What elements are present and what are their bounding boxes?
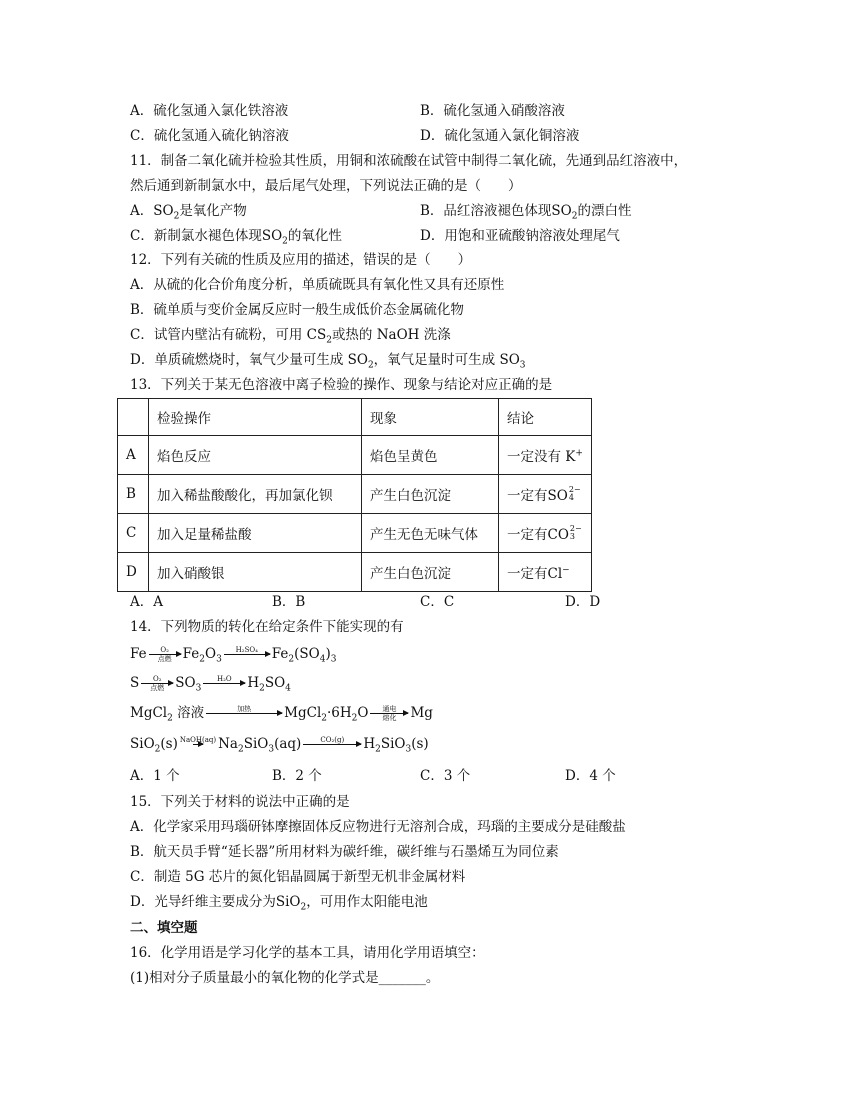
- reaction-arrow: H₂SO₄: [224, 646, 270, 663]
- q14-option-c: C．3 个: [420, 768, 471, 784]
- reaction-arrow: O₂ 点燃: [149, 646, 181, 663]
- row-conclusion: 一定没有 K+: [499, 436, 592, 475]
- q13-stem: 13．下列关于某无色溶液中离子检验的操作、现象与结论对应正确的是: [130, 377, 553, 393]
- q12-option-a: A．从硫的化合价角度分析，单质硫既具有氧化性又具有还原性: [130, 277, 505, 293]
- table-row: [118, 553, 592, 592]
- q12-option-d: D．单质硫燃烧时，氧气少量可生成 $SO_2$，氧气足量时可生成 $SO_3$: [130, 352, 526, 371]
- row-conclusion: 一定有Cl−: [499, 553, 592, 592]
- q13-table: [117, 398, 592, 592]
- row-label: A: [118, 436, 149, 475]
- row-operation: 加入稀盐酸酸化，再加氯化钡: [149, 475, 362, 514]
- table-header-cell: [118, 399, 149, 436]
- reaction-arrow: O₂ 点燃: [141, 675, 173, 692]
- row-label: B: [118, 475, 149, 514]
- row-label: D: [118, 553, 149, 592]
- reaction-arrow: 加热: [206, 705, 282, 722]
- row-operation: 加入硝酸银: [149, 553, 362, 592]
- table-header-cell: 检验操作: [149, 399, 362, 436]
- q13-option-b: B．B: [272, 594, 306, 610]
- row-operation: 加入足量稀盐酸: [149, 514, 362, 553]
- q11-stem-line1: 11．制备二氧化硫并检验其性质，用铜和浓硫酸在试管中制得二氧化硫，先通到品红溶液中，: [130, 153, 688, 169]
- q15-option-b: B．航天员手臂“延长器”所用材料为碳纤维，碳纤维与石墨烯互为同位素: [130, 844, 559, 860]
- q10-option-d: D．硫化氢通入氯化铜溶液: [420, 128, 580, 144]
- row-observation: 产生白色沉淀: [362, 553, 499, 592]
- q12-option-c: C．试管内壁沾有硫粉，可用 $CS_2$或热的 NaOH 洗涤: [130, 327, 451, 346]
- row-conclusion: 一定有SO 2− 4: [499, 475, 592, 514]
- table-row: [118, 436, 592, 475]
- q15-option-a: A．化学家采用玛瑙研钵摩擦固体反应物进行无溶剂合成，玛瑙的主要成分是硅酸盐: [130, 819, 626, 835]
- row-operation: 焰色反应: [149, 436, 362, 475]
- q14-option-d: D．4 个: [565, 768, 616, 784]
- row-label: C: [118, 514, 149, 553]
- table-header-row: [118, 399, 592, 436]
- q14-reaction-4: SiO$_2$(s) NaOH(aq) $Na_2SiO_3(aq)$ CO₂(g) $H_2SiO_3(s)$: [130, 736, 429, 755]
- q14-stem: 14．下列物质的转化在给定条件下能实现的有: [130, 619, 404, 635]
- reaction-arrow: 通电 熔化: [370, 705, 408, 722]
- q14-option-b: B．2 个: [272, 768, 322, 784]
- q14-reaction-1: Fe O₂ 点燃 $Fe_2O_3$ H₂SO₄ $Fe_2(SO_4)_3$: [130, 646, 337, 665]
- reaction-arrow: NaOH(aq): [179, 736, 217, 744]
- q15-stem: 15．下列关于材料的说法中正确的是: [130, 794, 350, 810]
- row-conclusion: 一定有CO 2− 3: [499, 514, 592, 553]
- section-heading: 二、填空题: [130, 920, 198, 936]
- q15-option-d: D．光导纤维主要成分为SiO$_2$，可用作太阳能电池: [130, 894, 428, 913]
- q12-option-b: B．硫单质与变价金属反应时一般生成低价态金属硫化物: [130, 302, 464, 318]
- row-observation: 产生白色沉淀: [362, 475, 499, 514]
- q13-option-a: A．A: [130, 594, 163, 610]
- reaction-arrow: H₂O: [203, 675, 245, 692]
- q16-part-1: (1)相对分子质量最小的氧化物的化学式是_______。: [130, 970, 440, 986]
- q10-option-c: C．硫化氢通入硫化钠溶液: [130, 128, 289, 144]
- q11-option-c: C．新制氯水褪色体现$SO_2$的氧化性: [130, 228, 342, 247]
- q11-option-a: A．$SO_2$是氧化产物: [130, 203, 247, 222]
- q15-option-c: C．制造 5G 芯片的氮化铝晶圆属于新型无机非金属材料: [130, 869, 466, 885]
- table-row: [118, 514, 592, 553]
- q11-option-b: B．品红溶液褪色体现$SO_2$的漂白性: [420, 203, 632, 222]
- q11-option-d: D．用饱和亚硫酸钠溶液处理尾气: [420, 228, 620, 244]
- row-observation: 产生无色无味气体: [362, 514, 499, 553]
- row-observation: 焰色呈黄色: [362, 436, 499, 475]
- q16-stem: 16．化学用语是学习化学的基本工具，请用化学用语填空：: [130, 945, 485, 961]
- table-row: [118, 475, 592, 514]
- q13-option-d: D．D: [565, 594, 601, 610]
- q11-stem-line2: 然后通到新制氯水中，最后尾气处理，下列说法正确的是（ ）: [130, 178, 522, 194]
- reaction-arrow: CO₂(g): [303, 736, 361, 753]
- table-header-cell: 结论: [499, 399, 592, 436]
- q13-option-c: C．C: [420, 594, 455, 610]
- q10-option-a: A．硫化氢通入氯化铁溶液: [130, 103, 289, 119]
- q14-reaction-2: S O₂ 点燃 $SO_3$ H₂O $H_2SO_4$: [130, 675, 291, 694]
- q12-stem: 12．下列有关硫的性质及应用的描述，错误的是（ ）: [130, 252, 472, 268]
- q14-reaction-3: MgCl$_2$ 溶液 加热 $MgCl_2\cdot 6H_2O$ 通电 熔化 Mg: [130, 705, 433, 724]
- table-header-cell: 现象: [362, 399, 499, 436]
- q14-option-a: A．1 个: [130, 768, 180, 784]
- q10-option-b: B．硫化氢通入硝酸溶液: [420, 103, 565, 119]
